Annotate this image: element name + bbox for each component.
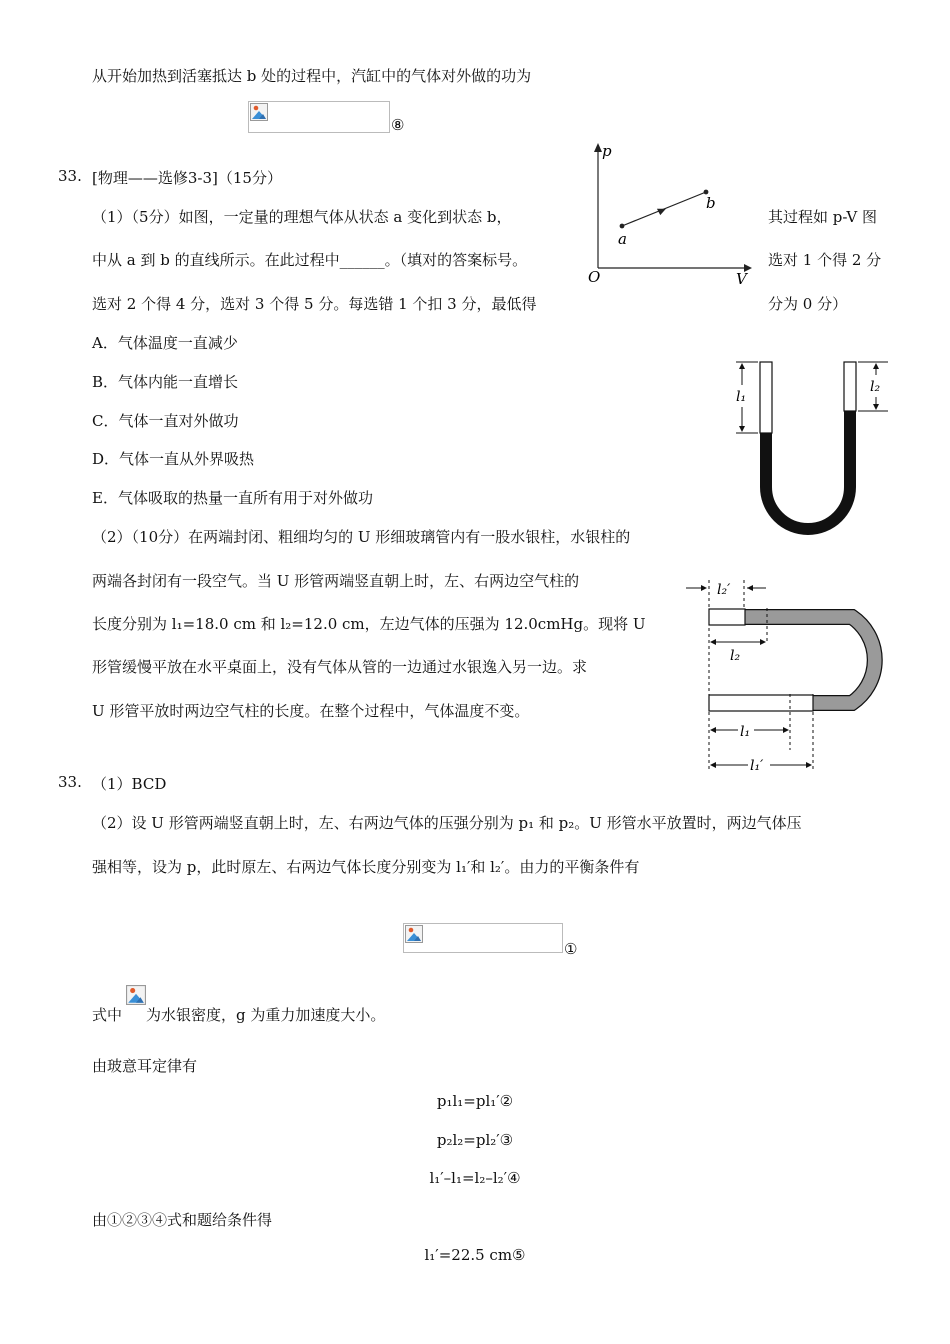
option-e: E．气体吸取的热量一直所有用于对外做功 [92,489,373,507]
option-b: B．气体内能一直增长 [92,373,239,391]
broken-image-icon [250,103,268,121]
l1-prime-label: l₁′ [750,758,764,774]
question-header: [物理——选修3-3]（15分） [92,169,282,187]
equation-3: p₂l₂=pl₂′③ [436,1131,514,1149]
right-air-column [844,362,856,411]
part2-line5: U 形管平放时两边空气柱的长度。在整个过程中，气体温度不变。 [92,702,530,720]
point-a [620,224,625,229]
circled-number-1: ① [564,940,578,958]
origin-label: O [588,268,601,286]
part1-line3: 选对 2 个得 4 分，选对 3 个得 5 分。每选错 1 个扣 3 分，最低得 [92,295,537,313]
b-label: b [706,194,716,212]
vertical-u-tube [730,355,895,535]
answer-number: 33. [58,773,82,791]
part2-line2: 两端各封闭有一段空气。当 U 形管两端竖直朝上时，左、右两边空气柱的 [92,572,580,590]
a-label: a [618,230,627,248]
intro-text: 从开始加热到活塞抵达 b 处的过程中，汽缸中的气体对外做的功为 [92,67,532,85]
p-label: p [602,142,612,160]
equation-4: l₁′–l₁=l₂–l₂′④ [429,1169,521,1187]
pv-graph [582,140,752,288]
p-axis-arrow [594,143,602,152]
answer-part2-line2: 强相等，设为 p，此时原左、右两边气体长度分别变为 l₁′和 l₂′。由力的平衡条件有 [92,858,640,876]
rho-line-prefix: 式中 [92,1006,123,1024]
l2-prime-label: l₂′ [717,582,731,598]
option-d: D．气体一直从外界吸热 [92,450,255,468]
part1-line2-right: 选对 1 个得 2 分 [768,251,882,269]
part2-line4: 形管缓慢平放在水平桌面上，没有气体从管的一边通过水银逸入另一边。求 [92,658,588,676]
part1-line1: （1）（5分）如图，一定量的理想气体从状态 a 变化到状态 b， [92,208,512,226]
l1-label: l₁ [736,389,747,405]
part1-line1-right: 其过程如 p-V 图 [768,208,877,226]
answer-part2-line1: （2）设 U 形管两端竖直朝上时，左、右两边气体的压强分别为 p₁ 和 p₂。U 形管水平放置时，两边气体压 [92,814,802,832]
l2-horizontal-label: l₂ [730,648,741,664]
left-air-horizontal [709,695,813,711]
formula-image-8 [248,101,390,133]
v-label: V [736,270,747,288]
question-number: 33. [58,167,82,185]
part2-line3: 长度分别为 l₁=18.0 cm 和 l₂=12.0 cm，左边气体的压强为 12.0cmHg。现将 U [92,615,646,633]
mercury-column [766,411,850,529]
equation-2: p₁l₁=pl₁′② [436,1092,514,1110]
answer-part1: （1）BCD [92,775,167,793]
part2-line1: （2）（10分）在两端封闭、粗细均匀的 U 形细玻璃管内有一股水银柱，水银柱的 [92,528,631,546]
circled-number-8: ⑧ [391,116,405,134]
broken-image-icon [405,925,423,943]
part1-line3-right: 分为 0 分） [768,295,848,313]
rho-symbol-image [126,985,146,1005]
horizontal-u-tube [682,572,937,782]
part1-line2: 中从 a 到 b 的直线所示。在此过程中______。（填对的答案标号。 [92,251,528,269]
boyle-law-intro: 由玻意耳定律有 [92,1057,198,1075]
option-c: C．气体一直对外做功 [92,412,239,430]
option-a: A．气体温度一直减少 [92,334,238,352]
l2-label: l₂ [870,379,881,395]
combine-text: 由①②③④式和题给条件得 [92,1211,273,1229]
rho-line-suffix: 为水银密度，g 为重力加速度大小。 [146,1006,386,1024]
formula-image-1 [403,923,563,953]
right-air-horizontal [709,609,745,625]
left-air-column [760,362,772,433]
equation-5: l₁′=22.5 cm⑤ [424,1246,526,1264]
l1-horizontal-label: l₁ [740,724,751,740]
